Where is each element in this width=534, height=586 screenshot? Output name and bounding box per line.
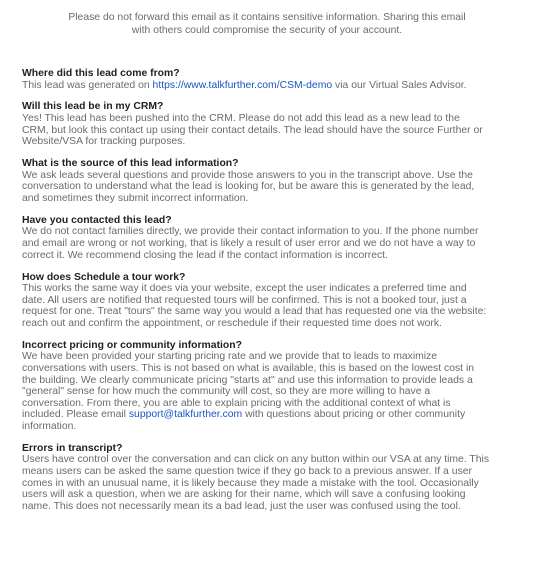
faq-answer-line bbox=[22, 283, 518, 295]
faq-answer-text: Yes! This lead has been pushed into the CRM. Please do not add this lead as a new lead to the bbox=[22, 113, 460, 125]
faq-answer-line bbox=[22, 80, 518, 92]
faq-question: How does Schedule a tour work? bbox=[22, 271, 186, 283]
faq-answer-text: correct it. We recommend closing the lead if the contact information is incorrect. bbox=[22, 249, 388, 261]
faq-answer bbox=[22, 170, 518, 205]
faq-answer-text: Users have control over the conversation and can click on any button within our VSA at any time. This bbox=[22, 454, 490, 466]
faq-answer-text: We ask leads several questions and provide those answers to you in the transcript above. Use the bbox=[22, 169, 473, 181]
demo-page-link[interactable]: https://www.talkfurther.com/CSM-demo bbox=[152, 79, 333, 91]
faq-item bbox=[22, 340, 518, 433]
faq-answer-text: users will ask a question, when we are asking for their name, which will save a confusing looking bbox=[22, 489, 466, 501]
faq-answer-line bbox=[22, 351, 518, 363]
faq-answer-text: name. This does not necessarily mean its a bad lead, just the user was confused using the tool. bbox=[22, 500, 461, 512]
faq-item bbox=[22, 443, 518, 513]
faq-item bbox=[22, 68, 518, 91]
faq-answer-line bbox=[22, 181, 518, 193]
faq-answer-text: This works the same way it does via your website, except the user indicates a preferred time and bbox=[22, 283, 467, 295]
faq-answer-text: conversation to understand what the lead is looking for, but be aware this is generated by the lead, bbox=[22, 181, 475, 193]
faq-answer-text: Website/VSA for tracking purposes. bbox=[22, 136, 186, 148]
faq-answer-text: "general" sense for how much the community will cost, so they are more willing to have a bbox=[22, 386, 431, 398]
faq-question: What is the source of this lead information? bbox=[22, 158, 239, 170]
faq-answer bbox=[22, 226, 518, 261]
faq-answer-text: We have been provided your starting pricing rate and we provide that to leads to maximize bbox=[22, 351, 438, 363]
security-notice bbox=[0, 12, 534, 37]
faq-answer-line bbox=[22, 193, 518, 205]
faq-answer-line bbox=[22, 375, 518, 387]
faq-answer-line bbox=[22, 250, 518, 262]
faq-answer-line bbox=[22, 478, 518, 490]
faq-answer-text: reach out and confirm the appointment, or reschedule if their requested time does not work. bbox=[22, 317, 442, 329]
faq-answer-text: included. Please email bbox=[22, 409, 129, 421]
faq-answer-line bbox=[22, 489, 518, 501]
faq-answer-line bbox=[22, 363, 518, 375]
faq-answer-line bbox=[22, 398, 518, 410]
faq-item bbox=[22, 215, 518, 261]
faq-answer-line bbox=[22, 409, 518, 421]
security-notice-line: Please do not forward this email as it contains sensitive information. Sharing this email bbox=[68, 12, 466, 23]
faq-answer-text: and sometimes they submit incorrect information. bbox=[22, 192, 249, 204]
faq-question: Have you contacted this lead? bbox=[22, 214, 172, 226]
faq-answer-text: and email are wrong or not working, that is likely a result of user error and we do not have a way to bbox=[22, 238, 476, 250]
faq-answer-text: date. All users are notified that requested tours will be confirmed. This is not a booked tour, just a bbox=[22, 294, 467, 306]
faq-item bbox=[22, 101, 518, 147]
faq-answer-text: conversations with users. This is not based on what is available, this is based on the lowest cost in bbox=[22, 362, 475, 374]
faq-answer-line bbox=[22, 306, 518, 318]
faq-answer-line bbox=[22, 170, 518, 182]
faq-answer bbox=[22, 80, 518, 92]
faq-list bbox=[22, 68, 518, 523]
faq-answer bbox=[22, 113, 518, 148]
faq-answer-text: request for one. Treat "tours" the same way you would a lead that has requested one via the website: bbox=[22, 306, 487, 318]
faq-answer-line bbox=[22, 226, 518, 238]
faq-item bbox=[22, 158, 518, 204]
security-notice-line: with others could compromise the security of your account. bbox=[131, 24, 403, 36]
faq-answer-line bbox=[22, 318, 518, 330]
faq-answer-line bbox=[22, 136, 518, 148]
faq-answer-text: via our Virtual Sales Advisor. bbox=[332, 79, 467, 91]
faq-question: Incorrect pricing or community information? bbox=[22, 339, 242, 351]
faq-answer-line bbox=[22, 386, 518, 398]
faq-answer-text: This lead was generated on bbox=[22, 79, 153, 91]
faq-answer-line bbox=[22, 454, 518, 466]
faq-item bbox=[22, 272, 518, 330]
faq-answer-line bbox=[22, 421, 518, 433]
faq-answer-line bbox=[22, 501, 518, 513]
faq-answer bbox=[22, 454, 518, 512]
faq-answer-line bbox=[22, 466, 518, 478]
faq-answer-text: with questions about pricing or other community bbox=[242, 409, 466, 421]
faq-answer-line bbox=[22, 125, 518, 137]
faq-answer-text: means users can be asked the same question twice if they go back to a previous answer. If a user bbox=[22, 466, 472, 477]
faq-question: Where did this lead come from? bbox=[22, 68, 180, 79]
faq-answer-text: comes in with an unusual name, it is likely because they made a mistake with the tool. Occasionally bbox=[22, 477, 479, 489]
faq-answer-text: information. bbox=[22, 420, 77, 432]
faq-answer bbox=[22, 283, 518, 329]
faq-answer bbox=[22, 351, 518, 432]
faq-question: Will this lead be in my CRM? bbox=[22, 101, 164, 113]
faq-answer-text: conversation. From there, you are able to explain pricing with the additional context of what is bbox=[22, 397, 451, 409]
faq-question: Errors in transcript? bbox=[22, 442, 123, 454]
faq-answer-line bbox=[22, 113, 518, 125]
faq-answer-line bbox=[22, 238, 518, 250]
faq-answer-line bbox=[22, 295, 518, 307]
faq-answer-text: CRM, but look this contact up using their contact details. The lead should have the source Further or bbox=[22, 124, 483, 136]
support-email-link[interactable]: support@talkfurther.com bbox=[128, 409, 243, 421]
faq-answer-text: We do not contact families directly, we provide their contact information to you. If the phone number bbox=[22, 226, 479, 238]
faq-answer-text: the building. We clearly communicate pricing "starts at" and use this information to provide leads a bbox=[22, 374, 473, 386]
